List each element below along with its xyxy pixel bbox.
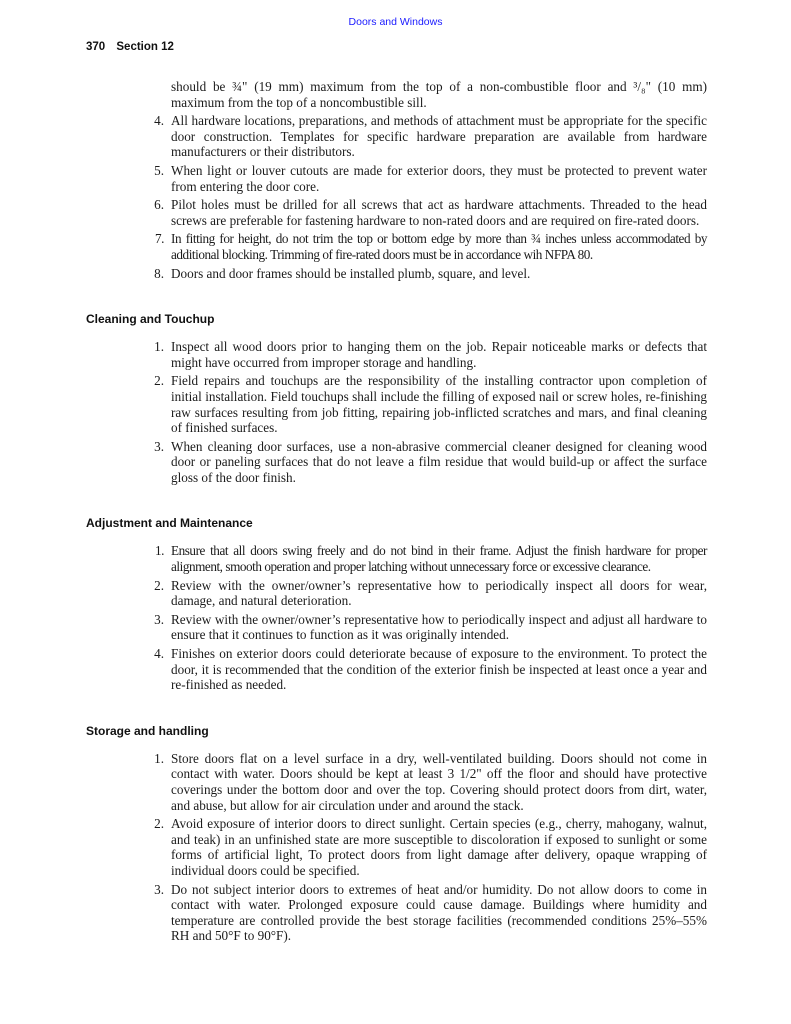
page-number: 370 [86, 41, 106, 53]
list-item-text: Finishes on exterior doors could deteriorate because of exposure to the environment. To protect the door, it is recommended that the condition of the exterior finish be inspected at least once a year and re-finished as needed. [171, 646, 707, 693]
list-item-number: 2. [154, 816, 164, 832]
list-item-text: Store doors flat on a level surface in a dry, well-ventilated building. Doors should not come in contact with water. Doors should be kept at least 3 1/2" off the floor and should have protective coverings under the bottom door and over the top. Covering should protect doors from dirt, water, and abuse, but allow for air circulation under and around the stack. [171, 750, 707, 813]
list-item-text: When light or louver cutouts are made for exterior doors, they must be protected to prevent water from entering the door core. [171, 162, 707, 194]
list-item [154, 265, 707, 282]
adjustment-list [0, 543, 791, 692]
list-item-number: 8. [154, 265, 164, 281]
list-item-number: 2. [154, 373, 164, 389]
list-item-number: 5. [154, 162, 164, 178]
list-item [154, 646, 707, 693]
list-item-number: 4. [154, 113, 164, 129]
running-header-title: Doors and Windows [348, 16, 443, 28]
section-heading-storage: Storage and handling [86, 723, 209, 738]
list-item-number: 1. [155, 543, 164, 559]
list-item-number: 1. [154, 750, 164, 766]
list-item-number: 1. [154, 339, 164, 355]
list-item-text: Field repairs and touchups are the responsibility of the installing contractor upon completion of initial installation. Field touchups shall include the filling of exposed nail or screw holes, re-finishing raw surfaces resulting from job fitting, repairing job-inflicted scratches and mars, and final cleaning of finished surfaces. [171, 373, 707, 436]
list-item [154, 577, 707, 609]
list-item-text: Do not subject interior doors to extremes of heat and/or humidity. Do not allow doors to come in contact with water. Prolonged exposure could cause damage. Buildings where humidity and temperature are controlled provide the best storage facilities (recommended conditions 25%–55% RH and 50°F to 90°F). [171, 881, 707, 944]
folio [86, 41, 174, 53]
list-item-text: Review with the owner/owner’s representative how to periodically inspect and adjust all hardware to ensure that it continues to function as it was originally intended. [171, 611, 707, 643]
list-item [154, 816, 707, 878]
list-item-text: Doors and door frames should be installed plumb, square, and level. [171, 265, 531, 281]
list-item [154, 339, 707, 370]
list-item [154, 611, 707, 643]
installation-list [0, 113, 791, 281]
list-item-number: 3. [154, 881, 164, 897]
list-item [154, 197, 707, 228]
list-item [154, 373, 707, 436]
list-item-number: 2. [154, 577, 164, 593]
list-item-text: Avoid exposure of interior doors to direct sunlight. Certain species (e.g., cherry, mahogany, walnut, and teak) in an unfinished state are more susceptible to discoloration if exposed to sunlight or some forms of artificial light, To protect doors from light damage after delivery, opaque wrapping of individual doors could be specified. [171, 816, 707, 878]
list-item [154, 438, 707, 486]
list-item-number: 4. [154, 646, 164, 662]
list-item-text: Inspect all wood doors prior to hanging them on the job. Repair noticeable marks or defects that might have occurred from improper storage and handling. [171, 339, 707, 370]
list-item [155, 543, 707, 575]
list-item-number: 7. [155, 231, 164, 247]
list-item-number: 6. [154, 197, 164, 213]
list-item [154, 162, 707, 194]
list-item [154, 750, 707, 813]
list-item-text: In fitting for height, do not trim the top or bottom edge by more than ¾ inches unless accommodated by additional blocking. Trimming of fire-rated doors must be in accordance wih NFPA 80. [171, 231, 707, 262]
continued-paragraph: should be ¾" (19 mm) maximum from the top of a non-combustible floor and ³/₈" (10 mm) maximum from the top of a noncombustible sill. [171, 79, 707, 110]
list-item-text: Ensure that all doors swing freely and do not bind in their frame. Adjust the finish hardware for proper alignment, smooth operation and proper latching without unnecessary force or excessive clearance. [171, 543, 707, 575]
section-heading-cleaning: Cleaning and Touchup [86, 312, 215, 327]
page-body [0, 79, 791, 947]
section-label: Section 12 [116, 41, 174, 53]
list-item-text: Pilot holes must be drilled for all screws that act as hardware attachments. Threaded to the head screws are preferable for fastening hardware to non-rated doors and are required on fire-rated doors. [171, 197, 707, 228]
list-item-number: 3. [154, 611, 164, 627]
list-item-text: All hardware locations, preparations, and methods of attachment must be appropriate for the specific door construction. Templates for specific hardware preparation are available from hardware manufacturers or their distributors. [171, 113, 707, 160]
list-item-text: When cleaning door surfaces, use a non-abrasive commercial cleaner designed for cleaning wood door or paneling surfaces that do not leave a film residue that would build-up or affect the surface gloss of the door finish. [171, 438, 707, 485]
cleaning-list [0, 339, 791, 485]
list-item-number: 3. [154, 438, 164, 454]
list-item-text: Review with the owner/owner’s representative how to periodically inspect all doors for wear, damage, and natural deterioration. [171, 577, 707, 609]
section-heading-adjustment: Adjustment and Maintenance [86, 516, 253, 531]
list-item [154, 881, 707, 944]
storage-list [0, 751, 791, 944]
list-item [154, 113, 707, 160]
list-item [155, 231, 707, 262]
